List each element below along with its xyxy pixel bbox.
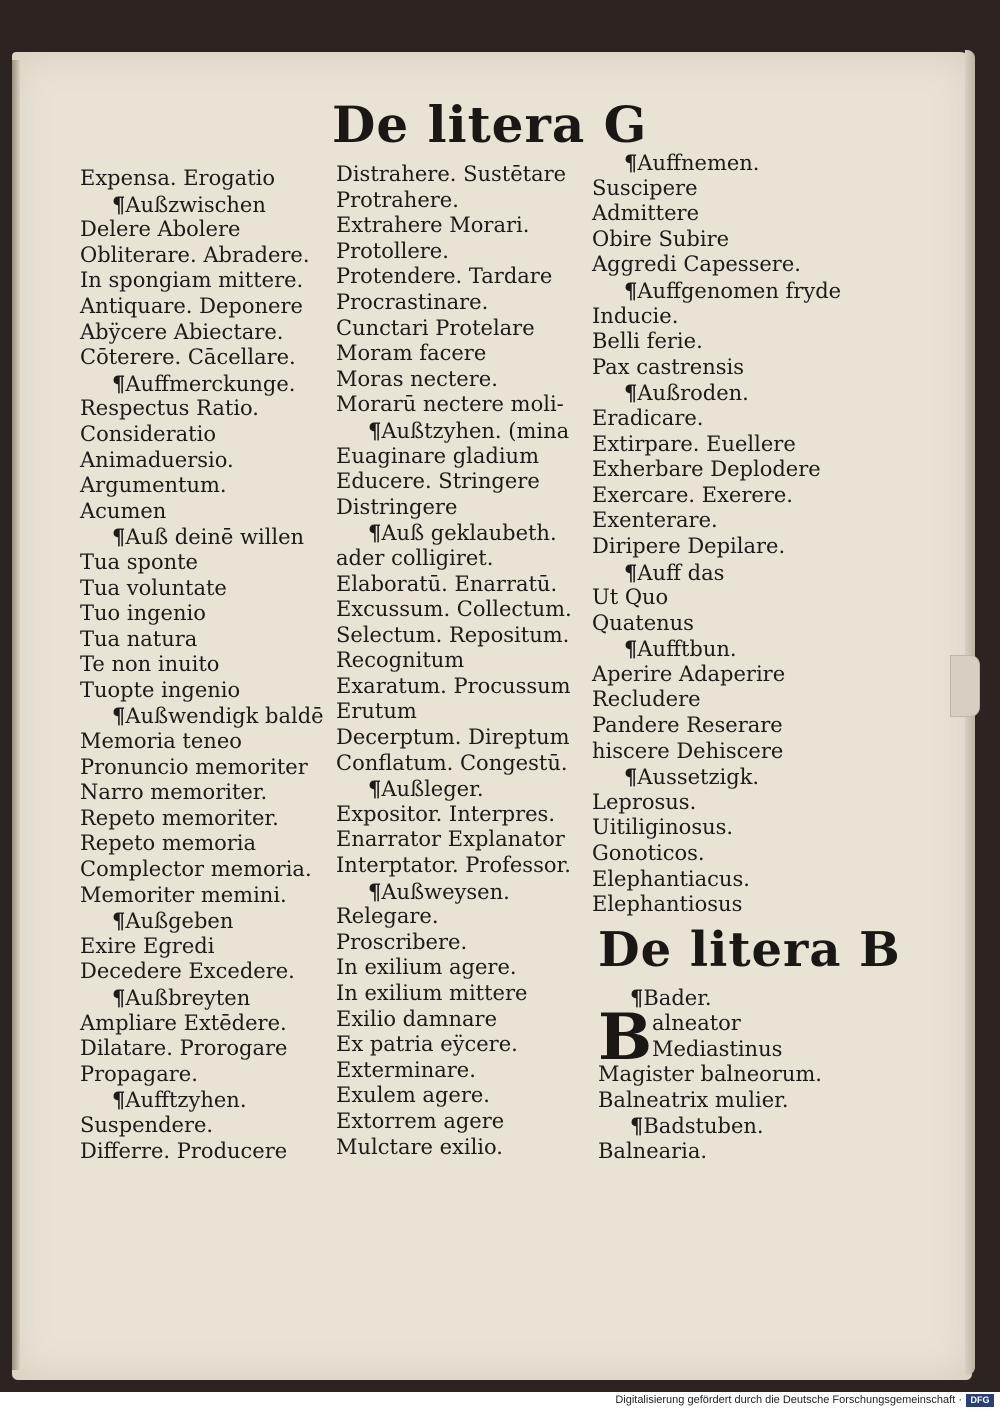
- latin-entry: Recludere: [592, 687, 701, 712]
- list-item: alneator: [652, 1011, 741, 1035]
- latin-entry: Cunctari Protelare: [336, 315, 535, 340]
- latin-entry: Procrastinare.: [336, 289, 489, 314]
- latin-entry: Elephantiacus.: [592, 866, 750, 891]
- latin-entry: Exherbare Deplodere: [592, 457, 821, 482]
- latin-entry: Pronuncio memoriter: [80, 754, 308, 779]
- latin-entry: Distringere: [336, 494, 458, 519]
- latin-entry: Moras nectere.: [336, 366, 498, 391]
- latin-entry: Inducie.: [592, 303, 679, 328]
- latin-entry: Delere Abolere: [80, 217, 241, 242]
- latin-entry: hiscere Dehiscere: [592, 738, 784, 763]
- latin-entry: Animaduersio.: [80, 447, 234, 472]
- latin-entry: Uitiliginosus.: [592, 815, 734, 840]
- latin-entry: Exenterare.: [592, 508, 718, 533]
- column-2: [336, 162, 586, 1160]
- german-entry: ¶ Außgeben: [80, 908, 335, 934]
- latin-entry: Extrahere Morari.: [336, 213, 530, 238]
- latin-entry: Tuopte ingenio: [80, 677, 241, 702]
- latin-entry: Moram facere: [336, 341, 487, 366]
- latin-entry: Abÿcere Abiectare.: [80, 319, 284, 344]
- latin-entry: Leprosus.: [592, 789, 697, 814]
- latin-entry: Memoriter memini.: [80, 882, 287, 907]
- german-entry: ¶ Badstuben.: [598, 1113, 848, 1139]
- latin-entry: Excussum. Collectum.: [336, 597, 572, 622]
- latin-entry: Conflatum. Congestū.: [336, 750, 568, 775]
- latin-entry: Pax castrensis: [592, 354, 744, 379]
- german-entry: ¶ Auß deinē willen: [80, 524, 335, 550]
- latin-entry: Enarrator Explanator: [336, 827, 565, 852]
- section-heading-g: De litera G: [332, 95, 648, 154]
- german-entry: ¶ Aussetzigk.: [592, 764, 842, 790]
- list-item: ¶ Bader.: [598, 985, 848, 1011]
- latin-entry: Selectum. Repositum.: [336, 622, 570, 647]
- latin-entry: Exterminare.: [336, 1057, 476, 1082]
- latin-entry: Obliterare. Abradere.: [80, 242, 310, 267]
- latin-entry: Consideratio: [80, 421, 216, 446]
- latin-entry: Quatenus: [592, 610, 694, 635]
- latin-entry: Expositor. Interpres.: [336, 801, 556, 826]
- section-b-list: [598, 1062, 848, 1164]
- latin-entry: Repeto memoria: [80, 831, 257, 856]
- latin-entry: Ut Quo: [592, 585, 669, 610]
- german-entry: ¶ Außweysen.: [336, 879, 586, 905]
- section-heading-b: De litera B: [598, 922, 901, 978]
- latin-entry: Exulem agere.: [336, 1083, 490, 1108]
- german-entry: ¶ Außzwischen: [80, 192, 335, 218]
- latin-entry: In exilium agere.: [336, 955, 517, 980]
- book-binding: [12, 60, 20, 1370]
- latin-entry: Cōterere. Cācellare.: [80, 345, 296, 370]
- latin-entry: Decedere Excedere.: [80, 959, 295, 984]
- footer-bar: [0, 1392, 1000, 1410]
- german-entry: ¶ Außbreyten: [80, 985, 335, 1011]
- page-tab-marker: [950, 655, 980, 717]
- latin-entry: Recognitum: [336, 648, 465, 673]
- latin-entry: Eradicare.: [592, 405, 704, 430]
- dropcap-lines: [652, 1011, 852, 1062]
- latin-entry: Elephantiosus: [592, 892, 743, 917]
- latin-entry: Exercare. Exerere.: [592, 482, 793, 507]
- latin-entry: Elaboratū. Enarratū.: [336, 571, 558, 596]
- column-3: [592, 150, 842, 918]
- latin-entry: Protollere.: [336, 238, 449, 263]
- latin-entry: Exaratum. Procussum: [336, 673, 571, 698]
- latin-entry: Balneatrix mulier.: [598, 1087, 789, 1112]
- latin-entry: Extirpare. Euellere: [592, 431, 796, 456]
- latin-entry: Belli ferie.: [592, 329, 703, 354]
- latin-entry: Balnearia.: [598, 1138, 708, 1163]
- dfg-logo: DFG: [966, 1394, 994, 1407]
- latin-entry: Expensa. Erogatio: [80, 166, 275, 190]
- latin-entry: Protendere. Tardare: [336, 264, 553, 289]
- column-1: [80, 166, 335, 1164]
- latin-entry: Argumentum.: [80, 473, 227, 498]
- latin-entry: Narro memoriter.: [80, 780, 268, 805]
- latin-entry: Extorrem agere: [336, 1108, 505, 1133]
- german-entry: ¶ Auff das: [592, 560, 842, 586]
- latin-entry: Euaginare gladium: [336, 443, 539, 468]
- latin-entry: Tuo ingenio: [80, 601, 206, 626]
- latin-entry: Interptator. Professor.: [336, 853, 571, 878]
- latin-entry: Differre. Producere: [80, 1138, 288, 1163]
- latin-entry: Dilatare. Prorogare: [80, 1036, 288, 1061]
- german-entry: ¶ Außtzyhen. (mina: [336, 418, 586, 444]
- latin-entry: Decerptum. Direptum: [336, 725, 570, 750]
- latin-entry: Protrahere.: [336, 187, 459, 212]
- latin-entry: Exire Egredi: [80, 933, 215, 958]
- latin-entry: Memoria teneo: [80, 729, 242, 754]
- latin-entry: Ampliare Extēdere.: [80, 1010, 287, 1035]
- latin-entry: In spongiam mittere.: [80, 268, 304, 293]
- german-entry: ¶ Aufftbun.: [592, 636, 842, 662]
- latin-entry: Magister balneorum.: [598, 1062, 822, 1086]
- german-entry: ¶ Auffgenomen fryde: [592, 278, 842, 304]
- latin-entry: Mulctare exilio.: [336, 1134, 503, 1159]
- german-entry: ¶ Auß geklaubeth.: [336, 520, 586, 546]
- latin-entry: In exilium mittere: [336, 981, 528, 1005]
- latin-entry: Antiquare. Deponere: [80, 293, 303, 318]
- latin-entry: Educere. Stringere: [336, 469, 540, 494]
- german-entry: ¶ Auffmerckunge.: [80, 371, 335, 397]
- latin-entry: Morarū nectere moli-: [336, 392, 564, 417]
- german-entry: ¶ Aufftzyhen.: [80, 1087, 335, 1113]
- latin-entry: Propagare.: [80, 1061, 198, 1086]
- latin-entry: Tua natura: [80, 626, 198, 651]
- footer-credit: Digitalisierung gefördert durch die Deutsche Forschungsgemeinschaft ·: [615, 1394, 962, 1406]
- latin-entry: Aggredi Capessere.: [592, 252, 801, 277]
- latin-entry: Pandere Reserare: [592, 713, 783, 738]
- drop-cap: B: [598, 1000, 653, 1075]
- german-entry: ¶ Auffnemen.: [592, 150, 842, 176]
- latin-entry: Suscipere: [592, 175, 698, 200]
- german-entry: ¶ Außleger.: [336, 776, 586, 802]
- latin-entry: Erutum: [336, 699, 417, 724]
- latin-entry: Respectus Ratio.: [80, 396, 259, 421]
- latin-entry: Distrahere. Sustētare: [336, 162, 567, 186]
- latin-entry: Gonoticos.: [592, 841, 705, 866]
- latin-entry: Repeto memoriter.: [80, 805, 279, 830]
- latin-entry: Te non inuito: [80, 652, 220, 677]
- german-entry: ¶ Außroden.: [592, 380, 842, 406]
- latin-entry: Relegare.: [336, 904, 439, 929]
- latin-entry: ader colligiret.: [336, 545, 494, 570]
- latin-entry: Aperire Adaperire: [592, 661, 786, 686]
- latin-entry: Tua voluntate: [80, 575, 227, 600]
- latin-entry: Exilio damnare: [336, 1006, 498, 1031]
- latin-entry: Proscribere.: [336, 929, 468, 954]
- list-item: Mediastinus: [652, 1036, 783, 1061]
- latin-entry: Complector memoria.: [80, 857, 312, 882]
- latin-entry: Suspendere.: [80, 1112, 214, 1137]
- latin-entry: Acumen: [80, 498, 167, 523]
- latin-entry: Obire Subire: [592, 226, 730, 251]
- latin-entry: Admittere: [592, 201, 700, 226]
- latin-entry: Ex patria eÿcere.: [336, 1032, 518, 1057]
- latin-entry: Tua sponte: [80, 549, 198, 574]
- german-entry: ¶ Außwendigk baldē: [80, 703, 335, 729]
- latin-entry: Diripere Depilare.: [592, 533, 786, 558]
